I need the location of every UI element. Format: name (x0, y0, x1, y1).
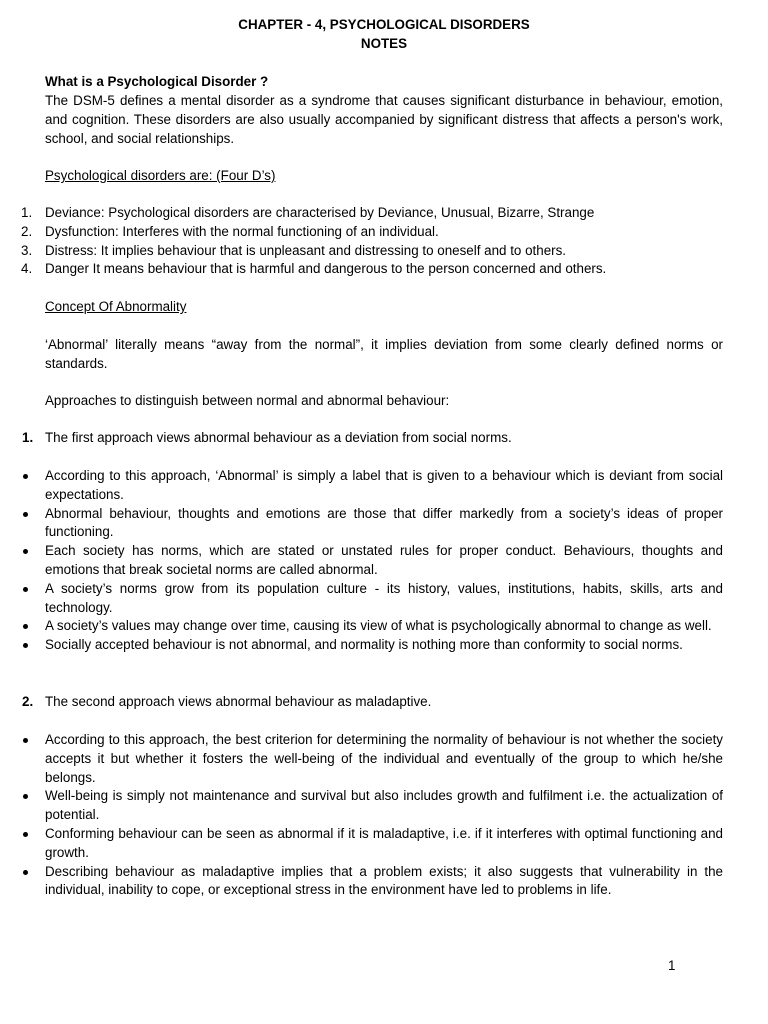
bullet-icon (23, 549, 28, 554)
definition-paragraph: The DSM-5 defines a mental disorder as a syndrome that causes significant disturbance in behaviour, emotion, and cognition. These disorders are also usually accompanied by significant distress that affects a person's work, school, and social relationships. (45, 93, 723, 146)
bullet-item (0, 825, 723, 863)
bullet-item (0, 636, 723, 655)
approach-text: The second approach views abnormal behaviour as maladaptive. (45, 694, 432, 709)
list-item-text: Distress: It implies behaviour that is unpleasant and distressing to oneself and to others. (45, 242, 567, 258)
abnormality-heading (45, 298, 723, 317)
bullet-icon (23, 794, 28, 799)
bullet-text: Well-being is simply not maintenance and survival but also includes growth and fulfilment i.e. the actualization of potential. (45, 788, 723, 823)
list-item-text: Dysfunction: Interferes with the normal functioning of an individual. (45, 223, 439, 239)
page-number: 1 (668, 958, 676, 973)
notes-subtitle: NOTES (360, 36, 408, 51)
bullet-text: Describing behaviour as maladaptive implies that a problem exists; it also suggests that vulnerability in the individual, inability to cope, or exceptional stress in the environment have led to problems in life. (45, 863, 723, 898)
bullet-text: A society’s values may change over time, causing its view of what is psychologically abnormal to change as well. (45, 618, 712, 634)
section-heading-what-is: What is a Psychological Disorder ? (45, 74, 269, 89)
list-item (0, 260, 723, 279)
approaches-intro: Approaches to distinguish between normal and abnormal behaviour: (45, 393, 450, 408)
chapter-title: CHAPTER - 4, PSYCHOLOGICAL DISORDERS (238, 17, 530, 32)
bullet-item (0, 731, 723, 787)
bullet-item (0, 787, 723, 825)
bullet-icon (23, 643, 28, 648)
bullet-icon (23, 832, 28, 837)
bullet-item (0, 863, 723, 901)
bullet-icon (23, 474, 28, 479)
list-number: 3. (21, 242, 33, 258)
four-ds-heading-text: Psychological disorders are: (Four D’s) (45, 168, 276, 183)
list-number: 4. (21, 261, 33, 277)
list-item-text: Danger It means behaviour that is harmful and dangerous to the person concerned and others. (45, 261, 607, 277)
bullet-item (0, 505, 723, 543)
bullet-text: According to this approach, ‘Abnormal’ is simply a label that is given to a behaviour which is deviant from social expectations. (45, 468, 723, 502)
bullet-text: Socially accepted behaviour is not abnormal, and normality is nothing more than conformity to social norms. (45, 637, 683, 653)
bullet-icon (23, 512, 28, 517)
bullet-item (0, 580, 723, 618)
bullet-item (0, 617, 723, 636)
approach-number: 2. (22, 694, 34, 709)
list-item (0, 223, 723, 242)
bullet-item (0, 542, 723, 580)
bullet-icon (23, 624, 28, 629)
approach-text: The first approach views abnormal behaviour as a deviation from social norms. (45, 430, 512, 445)
approach-1-bullets (0, 467, 768, 655)
bullet-icon (23, 870, 28, 875)
bullet-icon (23, 738, 28, 743)
four-ds-list (0, 204, 768, 279)
bullet-text: A society’s norms grow from its population culture - its history, values, institutions, habits, skills, arts and technology. (45, 580, 723, 615)
list-number: 2. (21, 223, 33, 239)
bullet-text: Each society has norms, which are stated or unstated rules for proper conduct. Behaviours, thoughts and emotions that break societal norms are called abnormal. (45, 543, 723, 577)
abnormality-heading-text: Concept Of Abnormality (45, 299, 187, 314)
list-item (0, 204, 723, 223)
four-ds-heading (45, 167, 723, 186)
bullet-text: Abnormal behaviour, thoughts and emotions are those that differ markedly from a society’s ideas of proper functioning. (45, 505, 723, 540)
list-number: 1. (21, 205, 33, 220)
approach-2-bullets (0, 731, 768, 900)
list-item (0, 242, 723, 261)
bullet-item (0, 467, 723, 505)
approach-number: 1. (22, 430, 34, 445)
list-item-text: Deviance: Psychological disorders are characterised by Deviance, Unusual, Bizarre, Strange (45, 205, 595, 220)
bullet-text: Conforming behaviour can be seen as abnormal if it is maladaptive, i.e. if it interferes with optimal functioning and growth. (45, 825, 723, 860)
bullet-icon (23, 587, 28, 592)
abnormal-definition-paragraph: ‘Abnormal’ literally means “away from the normal”, it implies deviation from some clearly defined norms or standards. (45, 337, 723, 371)
bullet-text: According to this approach, the best criterion for determining the normality of behaviour is not whether the society accepts it but whether it fosters the well-being of the individual and eventually of the group to which he/she belongs. (45, 732, 723, 785)
